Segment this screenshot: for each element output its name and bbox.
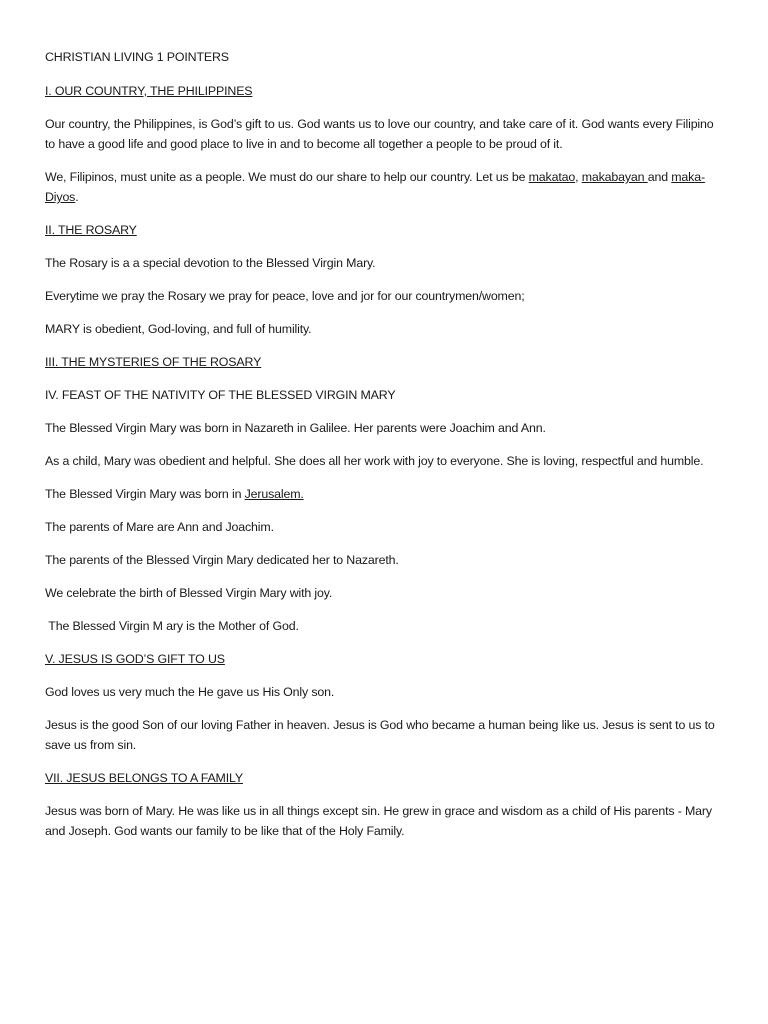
document-title: CHRISTIAN LIVING 1 POINTERS (45, 50, 229, 64)
paragraph: The Blessed Virgin M ary is the Mother of God. (45, 619, 299, 633)
underlined-term-jerusalem: Jerusalem. (244, 487, 304, 501)
section-heading-our-country: I. OUR COUNTRY, THE PHILIPPINES (45, 84, 253, 98)
underlined-term-makatao: makatao (528, 170, 576, 184)
section-heading-mysteries: III. THE MYSTERIES OF THE ROSARY (45, 355, 262, 369)
paragraph: The parents of Mare are Ann and Joachim. (45, 520, 274, 534)
section-heading-jesus-gift: V. JESUS IS GOD’S GIFT TO US (45, 652, 225, 666)
paragraph (45, 167, 725, 207)
paragraph: God loves us very much the He gave us His Only son. (45, 685, 335, 699)
paragraph: The Blessed Virgin Mary was born in Nazareth in Galilee. Her parents were Joachim and Ann. (45, 421, 546, 435)
paragraph: The Rosary is a a special devotion to the Blessed Virgin Mary. (45, 256, 376, 270)
text-run: and (647, 170, 672, 184)
paragraph (45, 484, 725, 504)
paragraph: Everytime we pray the Rosary we pray for peace, love and jor for our countrymen/women; (45, 289, 525, 303)
text-run: We, Filipinos, must unite as a people. We must do our share to help our country. Let us be (45, 170, 529, 184)
underlined-term-maka-diyos: maka-Diyos (45, 170, 705, 204)
section-heading-jesus-family: VII. JESUS BELONGS TO A FAMILY (45, 771, 243, 785)
section-heading-rosary: II. THE ROSARY (45, 223, 137, 237)
text-run: , (575, 170, 582, 184)
paragraph: Jesus is the good Son of our loving Father in heaven. Jesus is God who became a human being like us. Jesus is sent to us to save us from sin. (45, 718, 715, 752)
section-heading-nativity: IV. FEAST OF THE NATIVITY OF THE BLESSED VIRGIN MARY (45, 388, 396, 402)
text-run: The Blessed Virgin Mary was born in (45, 487, 245, 501)
paragraph: MARY is obedient, God-loving, and full of humility. (45, 322, 312, 336)
paragraph: Our country, the Philippines, is God’s gift to us. God wants us to love our country, and take care of it. God wants every Filipino to have a good life and good place to live in and to become all together a people to be proud of it. (45, 117, 714, 151)
paragraph: The parents of the Blessed Virgin Mary dedicated her to Nazareth. (45, 553, 399, 567)
text-run: . (75, 190, 79, 204)
paragraph: Jesus was born of Mary. He was like us in all things except sin. He grew in grace and wisdom as a child of His parents - Mary and Joseph. God wants our family to be like that of the Holy Family. (45, 804, 712, 838)
paragraph: As a child, Mary was obedient and helpful. She does all her work with joy to everyone. She is loving, respectful and humble. (45, 454, 704, 468)
underlined-term-makabayan: makabayan (581, 170, 648, 184)
paragraph: We celebrate the birth of Blessed Virgin Mary with joy. (45, 586, 333, 600)
document-page (45, 47, 725, 854)
